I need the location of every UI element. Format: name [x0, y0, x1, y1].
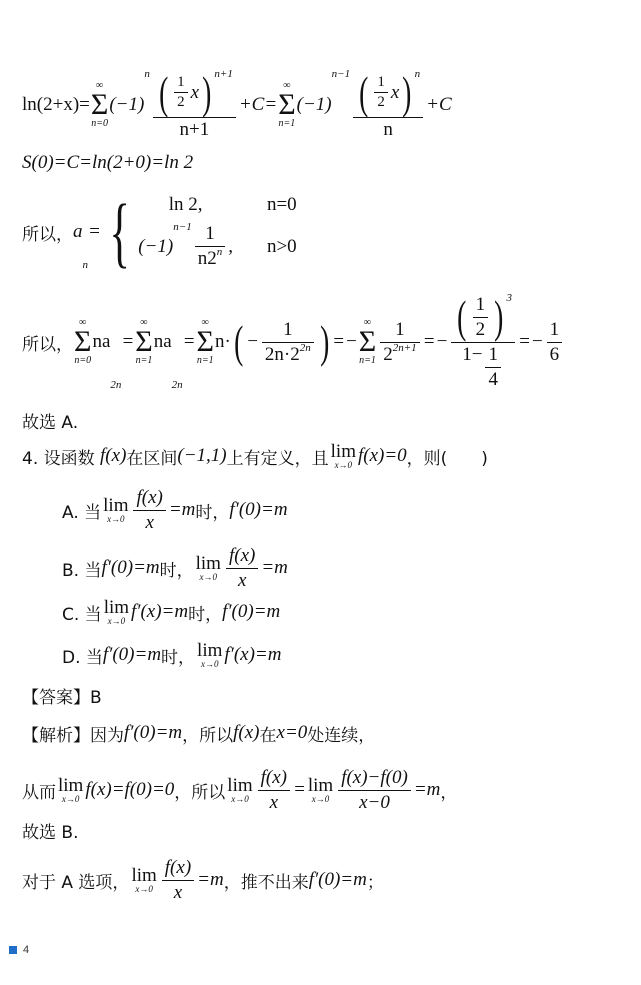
sum-upper-limit: ∞ [79, 316, 87, 328]
math-text: f′(x)=m [224, 644, 282, 665]
superscript: 2n [299, 341, 311, 354]
math-text: n>0 [266, 235, 297, 257]
math-text: n2 [197, 248, 217, 270]
text: ，则( ) [406, 448, 488, 469]
text: 时， [195, 502, 230, 523]
summation [196, 318, 213, 367]
denominator [262, 342, 314, 366]
piecewise-cell [138, 194, 233, 216]
text: ，所以 [174, 782, 226, 803]
summation [135, 318, 152, 367]
denominator [485, 367, 501, 391]
math-text: =− [422, 331, 449, 352]
math-text: ln(2+x)= [22, 94, 90, 115]
right-paren: ) [319, 316, 330, 367]
math-text: f′(0)=m [222, 601, 281, 622]
parenthesized-group [454, 291, 506, 342]
fraction [473, 294, 489, 341]
math-text: 1 [205, 223, 215, 245]
text: ，推不出来 [223, 872, 309, 893]
numerator [485, 344, 501, 367]
text: 4. 设函数 [22, 448, 101, 469]
piecewise-cell [138, 223, 233, 270]
fraction [374, 74, 388, 111]
math-text: n=0 [266, 193, 297, 215]
text: 【解析】因为 [22, 725, 124, 746]
math-text: x [390, 81, 400, 103]
math-text: =m [261, 557, 288, 578]
math-text: na [92, 331, 111, 352]
ln-expansion [22, 66, 452, 141]
superscript: n [414, 67, 421, 80]
text: 【答案】B [22, 687, 102, 708]
denominator [195, 246, 226, 270]
math-text: f(x) [100, 445, 127, 466]
lim-word: lim [227, 775, 253, 796]
an-definition [22, 188, 297, 275]
text: A. 当 [62, 502, 102, 523]
math-text: f(x)=f(0)=0 [85, 779, 175, 800]
math-text: 2 [377, 94, 385, 110]
option-a-remark [22, 857, 384, 904]
math-text: n+1 [179, 118, 210, 140]
text: 时， [161, 647, 196, 668]
subscript: 2n [171, 378, 183, 391]
answer-b-conclusion [22, 818, 78, 843]
lim-subscript: x→0 [334, 460, 353, 470]
left-paren: ( [233, 316, 244, 367]
text: 对于 A 选项， [22, 872, 130, 893]
fraction [153, 66, 236, 141]
summation [91, 81, 108, 130]
denominator [338, 790, 411, 814]
fraction [258, 767, 290, 814]
numerator [353, 66, 423, 118]
piecewise-cell [267, 194, 297, 216]
sigma-symbol: Σ [90, 87, 109, 121]
math-text: f′(0)=m [124, 722, 183, 743]
summation [359, 318, 376, 367]
denominator [258, 790, 290, 814]
answer-line [22, 683, 102, 708]
fraction [226, 545, 258, 592]
math-text: f(x) [233, 722, 260, 743]
summation [278, 81, 295, 130]
text: D. 当 [62, 647, 103, 668]
sum-upper-limit: ∞ [140, 316, 148, 328]
text: 故选 B. [22, 822, 79, 843]
numerator [258, 767, 290, 790]
math-text: S(0)=C=ln(2+0)=ln 2 [22, 152, 194, 173]
math-text: 1 [549, 318, 560, 340]
option-a [62, 487, 288, 534]
limit [197, 641, 222, 669]
lim-subscript: x→0 [200, 659, 219, 669]
math-text: f′(0)=m [229, 499, 288, 520]
superscript: 3 [506, 291, 512, 304]
fraction [174, 74, 188, 111]
math-text: x=0 [276, 722, 308, 743]
fraction [262, 319, 314, 366]
answer-a-conclusion [22, 408, 78, 433]
fraction [133, 487, 165, 534]
math-text: (−1) [296, 94, 332, 115]
text: 从而 [22, 782, 56, 803]
numerator [473, 294, 489, 317]
text: ； [366, 872, 384, 893]
superscript: n−1 [331, 67, 351, 80]
math-text: =m [168, 499, 196, 520]
parenthesized-group [356, 66, 415, 118]
sum-upper-limit: ∞ [201, 316, 209, 328]
piecewise-rows [138, 193, 296, 271]
denominator [353, 117, 423, 141]
parenthesized-group [156, 66, 215, 118]
text: 时， [159, 560, 194, 581]
lim-word: lim [195, 553, 221, 574]
lim-subscript: x→0 [311, 794, 330, 804]
right-paren: ) [202, 66, 212, 118]
text: C. 当 [62, 604, 102, 625]
text: 时， [188, 604, 223, 625]
math-text: x−0 [359, 791, 390, 813]
question-4 [22, 442, 488, 470]
lim-subscript: x→0 [107, 616, 126, 626]
math-text: f(x)=0 [357, 445, 407, 466]
lim-word: lim [131, 865, 157, 886]
numerator [547, 319, 563, 342]
text: ，所以 [182, 725, 234, 746]
math-text: = [293, 779, 306, 800]
left-brace: { [109, 188, 130, 275]
math-text: n· [214, 331, 231, 352]
math-text: 1 [475, 293, 486, 315]
numerator [280, 319, 296, 342]
sum-upper-limit: ∞ [283, 79, 291, 91]
math-text: 4 [488, 368, 498, 390]
text: ， [440, 782, 458, 803]
math-text: = [88, 221, 101, 242]
left-paren: ( [457, 291, 467, 342]
numerator [153, 66, 236, 118]
math-text: x [173, 881, 183, 903]
lim-word: lim [103, 495, 129, 516]
sum-lower-limit: n=0 [91, 118, 108, 130]
superscript: 2n+1 [392, 341, 417, 354]
fraction [353, 66, 423, 141]
numerator [162, 857, 194, 880]
limit [131, 866, 156, 894]
math-text: f′(0)=m [101, 557, 160, 578]
math-text: f′(0)=m [308, 869, 367, 890]
math-text: 1 [377, 74, 385, 90]
sum-upper-limit: ∞ [96, 79, 104, 91]
page-marker-icon [9, 946, 17, 954]
fraction [547, 319, 563, 366]
left-paren: ( [359, 66, 369, 118]
math-text: 1− [462, 343, 483, 365]
math-text: 1 [283, 318, 293, 340]
math-text: = [121, 331, 135, 352]
sum-lower-limit: n=1 [135, 355, 153, 367]
math-text: 1 [177, 74, 185, 90]
math-text: (−1) [138, 235, 174, 257]
paren-content [246, 319, 317, 366]
math-text: +C= [238, 94, 278, 115]
sum-lower-limit: n=1 [278, 118, 296, 130]
math-text: ln 2, [168, 193, 203, 215]
math-text: f′(x)=m [131, 601, 189, 622]
left-paren: ( [158, 66, 169, 118]
lim-subscript: x→0 [231, 794, 249, 804]
math-text: f(x) [164, 856, 192, 878]
math-text: x [145, 511, 154, 533]
right-paren: ) [494, 291, 504, 342]
math-text: , [228, 235, 233, 257]
limit [103, 496, 128, 524]
superscript: n [144, 67, 150, 80]
analysis-line [22, 721, 375, 746]
math-text: f(x)−f(0) [341, 766, 408, 788]
subscript: 2n [110, 378, 122, 391]
paren-content [171, 70, 199, 116]
fraction [380, 319, 419, 366]
option-d [62, 641, 281, 669]
lim-subscript: x→0 [61, 794, 80, 804]
limit [196, 554, 221, 582]
math-text: a [73, 221, 83, 242]
text: 故选 A. [22, 412, 79, 433]
numerator [226, 545, 258, 568]
summation [74, 318, 91, 367]
math-text: (−1) [109, 94, 145, 115]
sum-lower-limit: n=1 [359, 355, 376, 367]
math-text: 2 [475, 318, 486, 340]
math-text: =− [517, 331, 544, 352]
sigma-symbol: Σ [135, 324, 153, 358]
math-text: (−1,1) [177, 445, 227, 466]
math-text: n [383, 118, 393, 140]
math-text: x [237, 569, 247, 591]
denominator [451, 342, 515, 391]
lim-subscript: x→0 [135, 884, 153, 894]
page-footer [9, 944, 29, 956]
subscript: n [82, 259, 88, 271]
limit [104, 598, 129, 626]
text: B. 当 [62, 560, 102, 581]
fraction [338, 767, 411, 814]
sum-line [22, 291, 565, 391]
math-text: f′(0)=m [102, 644, 162, 665]
page-number: 4 [23, 944, 30, 956]
denominator [153, 117, 236, 141]
piecewise-cell [267, 236, 297, 258]
sum-lower-limit: n=0 [74, 355, 92, 367]
fraction [451, 291, 515, 391]
math-text: 1 [488, 343, 498, 365]
denominator [133, 510, 165, 534]
piecewise [101, 188, 297, 275]
lim-subscript: x→0 [199, 572, 218, 582]
paren-content [371, 70, 399, 116]
text: 在 [259, 725, 277, 746]
fraction [162, 857, 194, 904]
numerator [174, 74, 188, 92]
denominator [162, 880, 194, 904]
math-text: na [153, 331, 172, 352]
denominator [174, 92, 188, 111]
lim-word: lim [307, 775, 334, 796]
lim-word: lim [103, 597, 130, 618]
text: 处连续， [307, 725, 376, 746]
math-text: 2n·2 [264, 343, 300, 365]
math-text: 6 [549, 343, 560, 365]
limit [331, 442, 356, 470]
numerator [392, 319, 408, 342]
math-text: 1 [395, 318, 405, 340]
denominator [380, 342, 419, 366]
denominator [473, 317, 489, 341]
math-text: x [190, 81, 200, 103]
math-text: x [269, 791, 279, 813]
denominator [547, 342, 563, 366]
math-text: = [182, 331, 196, 352]
math-text: f(x) [136, 486, 163, 508]
superscript: n+1 [214, 67, 233, 80]
sigma-symbol: Σ [74, 324, 92, 358]
superscript: n [216, 246, 223, 259]
text: 所以， [22, 334, 73, 355]
option-b [62, 545, 288, 592]
math-text: =m [413, 779, 441, 800]
option-c [62, 598, 280, 626]
numerator [133, 487, 165, 510]
right-paren: ) [402, 66, 412, 118]
math-text: 2 [383, 343, 393, 365]
sigma-symbol: Σ [196, 324, 214, 358]
derivation-line [22, 767, 457, 814]
sigma-symbol: Σ [278, 87, 296, 121]
limit [308, 776, 333, 804]
lim-subscript: x→0 [107, 514, 125, 524]
lim-word: lim [330, 441, 356, 462]
parenthesized-group [231, 316, 332, 367]
math-text: f(x) [228, 544, 256, 566]
limit [227, 776, 252, 804]
s0-line [22, 152, 193, 174]
sigma-symbol: Σ [358, 324, 377, 358]
text: 上有定义，且 [226, 448, 329, 469]
fraction [195, 223, 226, 270]
numerator [202, 223, 218, 246]
math-text: f(x) [260, 766, 288, 788]
denominator [374, 92, 388, 111]
limit [58, 776, 83, 804]
numerator [374, 74, 388, 92]
paren-content [470, 294, 492, 341]
sum-lower-limit: n=1 [196, 355, 214, 367]
math-text: =m [197, 869, 224, 890]
superscript: n−1 [173, 221, 192, 234]
numerator [451, 291, 515, 342]
lim-word: lim [58, 775, 84, 796]
math-text: 2 [177, 94, 185, 110]
math-text: +C [426, 94, 452, 115]
numerator [338, 767, 411, 790]
math-text: − [246, 331, 259, 352]
lim-word: lim [197, 640, 223, 661]
sum-upper-limit: ∞ [363, 316, 372, 328]
denominator [226, 568, 258, 592]
text: 在区间 [126, 448, 178, 469]
text: 所以， [22, 224, 73, 245]
fraction [485, 344, 501, 391]
math-text: =− [332, 331, 358, 352]
